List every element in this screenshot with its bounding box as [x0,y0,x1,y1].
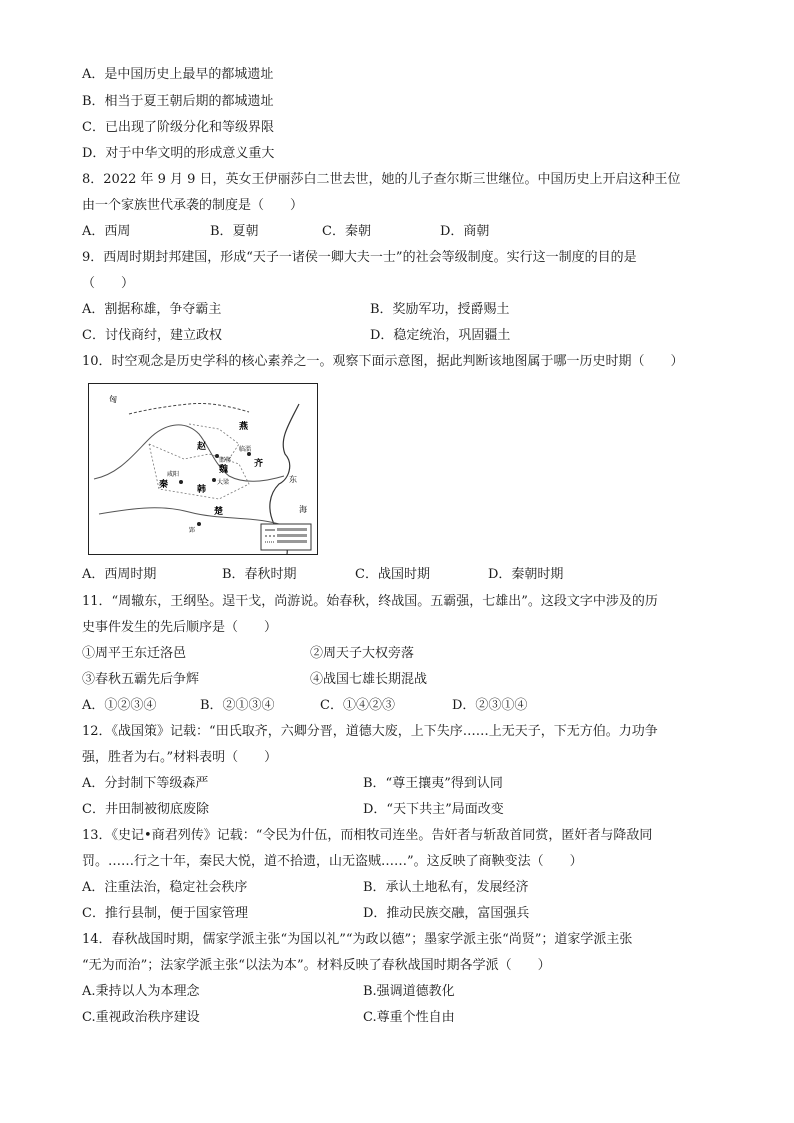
label-xiongnu: 匈 [109,395,117,404]
yellow-river-path [94,425,284,481]
q14-option-a: A.秉持以人为本理念 [82,984,200,999]
q11-item-4: ④战国七雄长期混战 [310,672,428,687]
q13-stem-line1: 13．《史记•商君列传》记载：“令民为什伍，而相牧司连坐。告奸者与斩敌首同赏，匿奸者与降敌同 [82,828,653,843]
q9-stem-line2: （ ） [82,276,135,291]
label-han: 韩 [197,485,207,495]
q11-option-c: C．①④②③ [320,698,395,713]
legend-text-1 [277,528,307,531]
q8-stem-line1: 8．2022 年 9 月 9 日，英女王伊丽莎白二世去世，她的儿子查尔斯三世继位。中国历史上开启这种王位 [82,172,681,187]
label-hai: 海 [299,505,307,514]
label-linzi: 临淄 [239,446,252,453]
q12-option-b: B．“尊王攘夷”得到认同 [363,776,503,791]
q12-option-d: D．“天下共主”局面改变 [363,802,504,817]
q11-option-b: B．②①③④ [200,698,275,713]
legend-text-2 [277,534,307,537]
label-dong: 东 [289,475,297,484]
label-chu: 楚 [214,507,224,517]
label-zhao: 赵 [197,442,207,452]
label-qi: 齐 [254,459,264,469]
q14-option-d: C.尊重个性自由 [363,1010,455,1025]
q13-option-d: D．推动民族交融，富国强兵 [363,906,530,921]
q9-option-b: B．奖励军功，授爵赐土 [370,302,510,317]
q9-option-a: A．割据称雄，争夺霸主 [82,302,222,317]
label-xianyang: 咸阳 [167,471,180,478]
label-qin: 秦 [159,480,169,490]
q10-option-a: A．西周时期 [82,567,157,582]
q14-option-b: B.强调道德教化 [363,984,455,999]
q13-option-b: B．承认土地私有，发展经济 [363,880,529,895]
q12-option-c: C．井田制被彻底废除 [82,802,209,817]
label-wei: 魏 [219,465,229,475]
map-drawing [89,384,317,554]
label-yan: 燕 [239,422,249,432]
q7-option-b: B．相当于夏王朝后期的都城遗址 [82,94,274,109]
q14-option-c: C.重视政治秩序建设 [82,1010,200,1025]
q12-stem-line1: 12．《战国策》记载：“田氏取齐，六卿分晋，道德大废，上下失序……上无天子，下无方伯。力功争 [82,724,658,739]
q8-option-d: D．商朝 [440,224,490,239]
capital-dot-ying [197,522,201,526]
q10-stem: 10．时空观念是历史学科的核心素养之一。观察下面示意图，据此判断该地图属于哪一历史时期（ ） [82,354,684,369]
label-handan: 邯郸 [219,457,232,464]
yangtze-river-path [99,508,279,524]
great-wall-path [129,403,249,414]
q11-item-1: ①周平王东迁洛邑 [82,646,187,661]
label-daliang: 大梁 [217,479,230,486]
q8-stem-line2: 由一个家族世代承袭的制度是（ ） [82,198,304,213]
q10-option-c: C．战国时期 [355,567,430,582]
q11-option-a: A．①②③④ [82,698,157,713]
q12-option-a: A．分封制下等级森严 [82,776,209,791]
q11-item-3: ③春秋五霸先后争辉 [82,672,200,687]
q8-option-a: A．西周 [82,224,131,239]
q9-stem-line1: 9．西周时期封邦建国，形成“天子一诸侯一卿大夫一士”的社会等级制度。实行这一制度的目的是 [82,250,637,265]
label-ying: 郢 [189,527,196,534]
q8-option-c: C．秦朝 [322,224,371,239]
capital-dot-xianyang [179,480,183,484]
q10-option-b: B．春秋时期 [222,567,297,582]
q9-option-d: D．稳定统治，巩固疆土 [370,328,511,343]
q14-stem-line1: 14．春秋战国时期，儒家学派主张“为国以礼”“为政以德”；墨家学派主张“尚贤”；道家学派主张 [82,932,633,947]
q13-option-a: A．注重法治，稳定社会秩序 [82,880,248,895]
q13-stem-line2: 罚。……行之十年，秦民大悦，道不拾遗，山无盗贼……”。这反映了商鞅变法（ ） [82,854,583,869]
q7-option-d: D．对于中华文明的形成意义重大 [82,146,275,161]
q11-option-d: D．②③①④ [452,698,528,713]
legend-text-3 [277,540,307,543]
q7-option-a: A．是中国历史上最早的都城遗址 [82,67,274,82]
q11-stem-line2: 史事件发生的先后顺序是（ ） [82,620,278,635]
warring-states-map [88,383,318,555]
q11-stem-line1: 11．“周辙东，王纲坠。逞干戈，尚游说。始春秋，终战国。五霸强，七雄出”。这段文字中涉及的历 [82,594,658,609]
q13-option-c: C．推行县制，便于国家管理 [82,906,248,921]
q12-stem-line2: 强，胜者为右。”材料表明（ ） [82,750,278,765]
q9-option-c: C．讨伐商纣，建立政权 [82,328,222,343]
q10-option-d: D．秦朝时期 [488,567,564,582]
q11-item-2: ②周天子大权旁落 [310,646,415,661]
q7-option-c: C．已出现了阶级分化和等级界限 [82,120,274,135]
capital-dot-daliang [212,478,216,482]
q8-option-b: B．夏朝 [210,224,259,239]
q14-stem-line2: “无为而治”；法家学派主张“以法为本”。材料反映了春秋战国时期各学派（ ） [82,958,551,973]
